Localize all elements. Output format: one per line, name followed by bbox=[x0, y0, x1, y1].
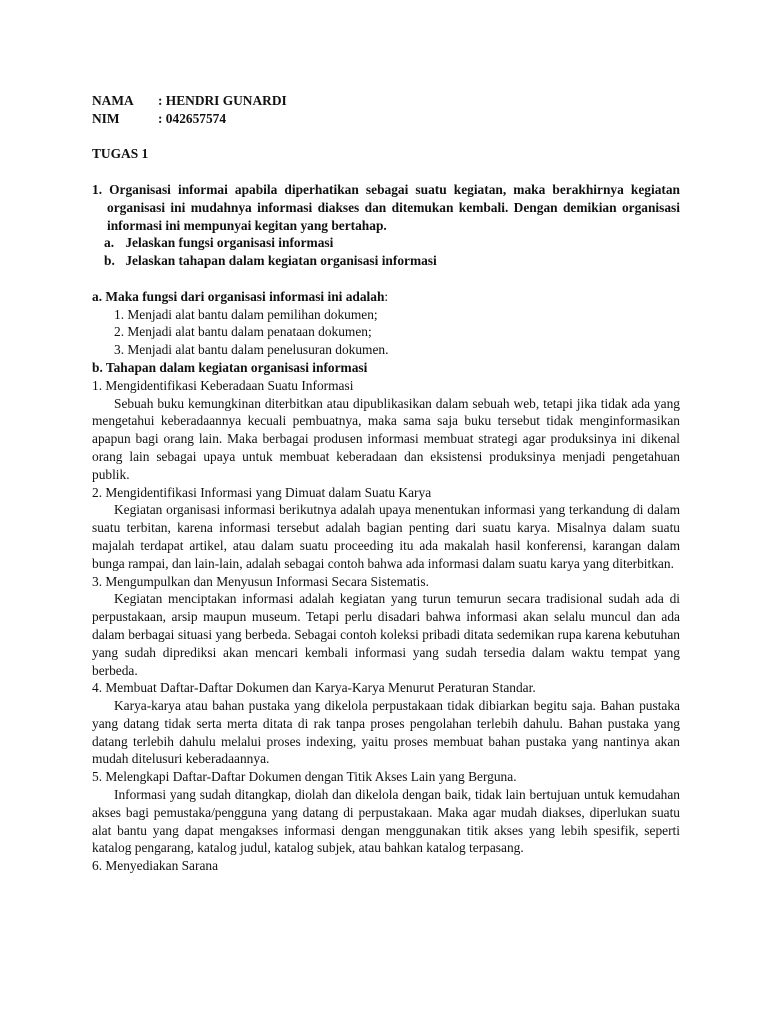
name-row bbox=[92, 92, 680, 110]
step-2-title: 2. Mengidentifikasi Informasi yang Dimuat dalam Suatu Karya bbox=[92, 484, 432, 500]
document-page bbox=[92, 92, 680, 875]
question-part-b-text: Jelaskan tahapan dalam kegiatan organisasi informasi bbox=[125, 253, 437, 269]
question-part-a-key: a. bbox=[104, 235, 115, 251]
name-value: : HENDRI GUNARDI bbox=[158, 93, 287, 108]
question-part-a bbox=[92, 234, 680, 252]
step-1-title: 1. Mengidentifikasi Keberadaan Suatu Informasi bbox=[92, 377, 354, 393]
nim-value: : 042657574 bbox=[158, 110, 227, 126]
step-2-text: Kegiatan organisasi informasi berikutnya adalah upaya menentukan informasi yang terkandung di dalam suatu terbitan, karena informasi tersebut adalah bagian penting dari suatu karya. Misalnya dalam suatu majalah terdapat artikel, atau dalam suatu proceeding itu ada makalah hasil konferensi, karangan dalam bunga rampai, dan lain-lain, adalah sebagai contoh bahwa ada informasi dalam suatu karya yang diterbitkan. bbox=[92, 502, 680, 571]
task-title: TUGAS 1 bbox=[92, 146, 149, 162]
step-1-text: Sebuah buku kemungkinan diterbitkan atau dipublikasikan dalam sebuah web, tetapi jika tidak ada yang mengetahui keberadaannya kecuali pembuatnya, maka sama saja buku tersebut tidak menginformasikan apapun bagi orang lain. Maka berbagai produsen informasi membuat strategi agar produksinya ini dikenal orang lain sebagai upaya untuk membuat keberadaan dan eksistensi produksinya menjadi pengetahuan publik. bbox=[92, 395, 680, 482]
step-4-text: Karya-karya atau bahan pustaka yang dikelola perpustakaan tidak dibiarkan begitu saja. Bahan pustaka yang datang tidak serta merta ditata di rak tanpa proses pengolahan terlebih dahulu. Bahan pustaka yang datang terlebih dahulu melalui proses indexing, yaitu proses membuat bahan pustaka yang nantinya akan mudah ditelusuri keberadaannya. bbox=[92, 698, 680, 767]
nim-label: NIM bbox=[92, 110, 120, 126]
name-label: NAMA bbox=[92, 93, 134, 108]
answer-a-item: 3. Menjadi alat bantu dalam penelusuran dokumen. bbox=[114, 342, 389, 358]
question-part-b-key: b. bbox=[104, 253, 115, 269]
step-3-title: 3. Mengumpulkan dan Menyusun Informasi Secara Sistematis. bbox=[92, 573, 429, 589]
nim-row bbox=[92, 110, 680, 128]
step-4-title: 4. Membuat Daftar-Daftar Dokumen dan Karya-Karya Menurut Peraturan Standar. bbox=[92, 680, 536, 696]
question-text: 1. Organisasi informai apabila diperhatikan sebagai suatu kegiatan, maka berakhirnya kegiatan organisasi ini mudahnya informasi diakses dan ditemukan kembali. Dengan demikian organisasi informasi ini mempunyai kegitan yang bertahap. bbox=[92, 181, 680, 233]
question-part-a-text: Jelaskan fungsi organisasi informasi bbox=[125, 235, 334, 251]
answer-b-heading: b. Tahapan dalam kegiatan organisasi informasi bbox=[92, 359, 368, 375]
step-5-title: 5. Melengkapi Daftar-Daftar Dokumen dengan Titik Akses Lain yang Berguna. bbox=[92, 769, 517, 785]
step-3-text: Kegiatan menciptakan informasi adalah kegiatan yang turun temurun secara tradisional sudah ada di perpustakaan, arsip maupun museum. Tetapi perlu disadari bahwa informasi akan selalu muncul dan ada dalam berbagai situasi yang berbeda. Sebagai contoh koleksi pribadi ditata sedemikan rupa karena kebutuhan yang sudah diprediksi akan mencari kembali informasi yang sudah tersedia dalam waktu tempat yang berbeda. bbox=[92, 591, 680, 678]
step-5-text: Informasi yang sudah ditangkap, diolah dan dikelola dengan baik, tidak lain bertujuan untuk kemudahan akses bagi pemustaka/pengguna yang datang di perpustakaan. Maka agar mudah diakses, diperlukan suatu alat bantu yang dapat mengakses informasi dengan menggunakan titik akses yang lebih spesifik, seperti katalog pengarang, katalog judul, katalog subjek, atau bahkan katalog terpasang. bbox=[92, 787, 680, 856]
question-part-b bbox=[92, 252, 680, 270]
answer-a-item: 2. Menjadi alat bantu dalam penataan dokumen; bbox=[114, 324, 372, 340]
answer-a-heading: a. Maka fungsi dari organisasi informasi ini adalah: bbox=[92, 288, 389, 304]
answer-a-item: 1. Menjadi alat bantu dalam pemilihan dokumen; bbox=[114, 306, 378, 322]
step-6-title: 6. Menyediakan Sarana bbox=[92, 858, 219, 874]
